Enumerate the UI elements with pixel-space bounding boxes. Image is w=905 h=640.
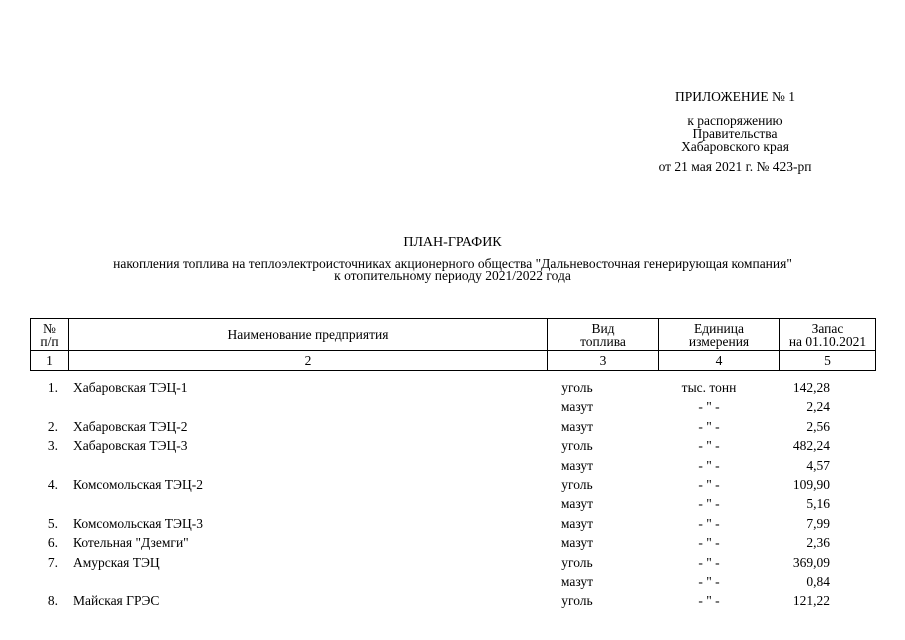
appendix-line: к распоряжению: [687, 113, 783, 128]
table-row: [30, 553, 876, 572]
table-row: [30, 494, 876, 513]
table-row: [30, 475, 876, 494]
table-row: [30, 514, 876, 533]
plant-name: Хабаровская ТЭЦ-3: [73, 438, 188, 454]
header-stock-line: на 01.10.2021: [788, 333, 867, 349]
fuel-type: мазут: [560, 418, 594, 434]
column-number-row: [31, 351, 876, 371]
unit-of-measure: - " -: [698, 457, 720, 473]
fuel-type: уголь: [561, 554, 593, 570]
plant-name: Амурская ТЭЦ: [73, 554, 160, 570]
table-row: [30, 378, 876, 397]
fuel-type: уголь: [561, 438, 593, 454]
fuel-type: уголь: [561, 476, 593, 492]
fuel-type: мазут: [560, 457, 594, 473]
table-row: [30, 591, 876, 610]
plant-name: Котельная "Дземги": [73, 535, 189, 551]
row-number: 6.: [47, 535, 58, 551]
header-num-line: п/п: [40, 333, 59, 349]
column-number: 2: [69, 351, 548, 371]
unit-of-measure: - " -: [698, 418, 720, 434]
row-number: 7.: [47, 554, 58, 570]
plant-name: Комсомольская ТЭЦ-2: [73, 476, 203, 492]
header-unit-line: измерения: [688, 333, 750, 349]
stock-value: 0,84: [806, 573, 830, 589]
stock-value: 2,56: [806, 418, 830, 434]
row-number: 5.: [47, 515, 58, 531]
table-row: [30, 417, 876, 436]
stock-value: 4,57: [806, 457, 830, 473]
header-stock: [780, 319, 876, 351]
stock-value: 369,09: [792, 554, 830, 570]
document-subtitle: [0, 258, 905, 282]
row-number: 8.: [47, 593, 58, 609]
stock-value: 5,16: [806, 496, 830, 512]
appendix-line: Хабаровского края: [681, 139, 789, 154]
appendix-title: ПРИЛОЖЕНИЕ № 1: [674, 89, 796, 104]
fuel-type: мазут: [560, 515, 594, 531]
stock-value: 121,22: [792, 593, 830, 609]
appendix-order: от 21 мая 2021 г. № 423-рп: [658, 159, 812, 174]
unit-of-measure: - " -: [698, 573, 720, 589]
column-number: 3: [548, 351, 659, 371]
appendix-block: [600, 90, 870, 173]
plant-name: Майская ГРЭС: [73, 593, 160, 609]
table-body: [30, 378, 876, 611]
table-row: [30, 436, 876, 455]
unit-of-measure: - " -: [698, 476, 720, 492]
header-stock-line: Запас: [811, 320, 844, 336]
unit-of-measure: - " -: [698, 399, 720, 415]
fuel-type: мазут: [560, 535, 594, 551]
header-fuel: [548, 319, 659, 351]
header-num: [31, 319, 69, 351]
header-name: Наименование предприятия: [69, 319, 548, 351]
header-unit: [659, 319, 780, 351]
header-fuel-line: топлива: [580, 333, 626, 349]
fuel-type: мазут: [560, 496, 594, 512]
unit-of-measure: тыс. тонн: [681, 380, 737, 395]
unit-of-measure: - " -: [698, 593, 720, 609]
unit-of-measure: - " -: [698, 554, 720, 570]
unit-of-measure: - " -: [698, 438, 720, 454]
appendix-line: Правительства: [692, 126, 778, 141]
table-row: [30, 397, 876, 416]
header-unit-line: Единица: [693, 320, 744, 336]
column-number: 1: [31, 351, 69, 371]
header-fuel-line: Вид: [591, 320, 615, 336]
fuel-type: уголь: [561, 593, 593, 609]
table-header: [30, 318, 876, 371]
fuel-type: мазут: [560, 399, 594, 415]
plant-name: Хабаровская ТЭЦ-2: [73, 418, 188, 434]
row-number: 3.: [47, 438, 58, 454]
table-row: [30, 456, 876, 475]
unit-of-measure: - " -: [698, 515, 720, 531]
document-subtitle-line: к отопительному периоду 2021/2022 года: [334, 268, 571, 283]
stock-value: 482,24: [792, 438, 830, 454]
plant-name: Хабаровская ТЭЦ-1: [73, 380, 188, 395]
unit-of-measure: - " -: [698, 535, 720, 551]
stock-value: 142,28: [792, 380, 830, 395]
stock-value: 109,90: [792, 476, 830, 492]
stock-value: 2,24: [806, 399, 830, 415]
plant-name: Комсомольская ТЭЦ-3: [73, 515, 203, 531]
row-number: 1.: [47, 380, 58, 395]
table-row: [30, 533, 876, 552]
document-title: ПЛАН-ГРАФИК: [403, 235, 502, 250]
column-number: 5: [780, 351, 876, 371]
fuel-type: мазут: [560, 573, 594, 589]
column-number: 4: [659, 351, 780, 371]
table-row: [30, 572, 876, 591]
header-row: [31, 319, 876, 351]
stock-value: 2,36: [806, 535, 830, 551]
row-number: 2.: [47, 418, 58, 434]
document-subtitle-line: накопления топлива на теплоэлектроисточниках акционерного общества "Дальневосточная генерирующая компания": [113, 256, 792, 271]
fuel-type: уголь: [561, 380, 593, 395]
unit-of-measure: - " -: [698, 496, 720, 512]
row-number: 4.: [47, 476, 58, 492]
header-num-line: №: [43, 320, 56, 336]
stock-value: 7,99: [806, 515, 830, 531]
